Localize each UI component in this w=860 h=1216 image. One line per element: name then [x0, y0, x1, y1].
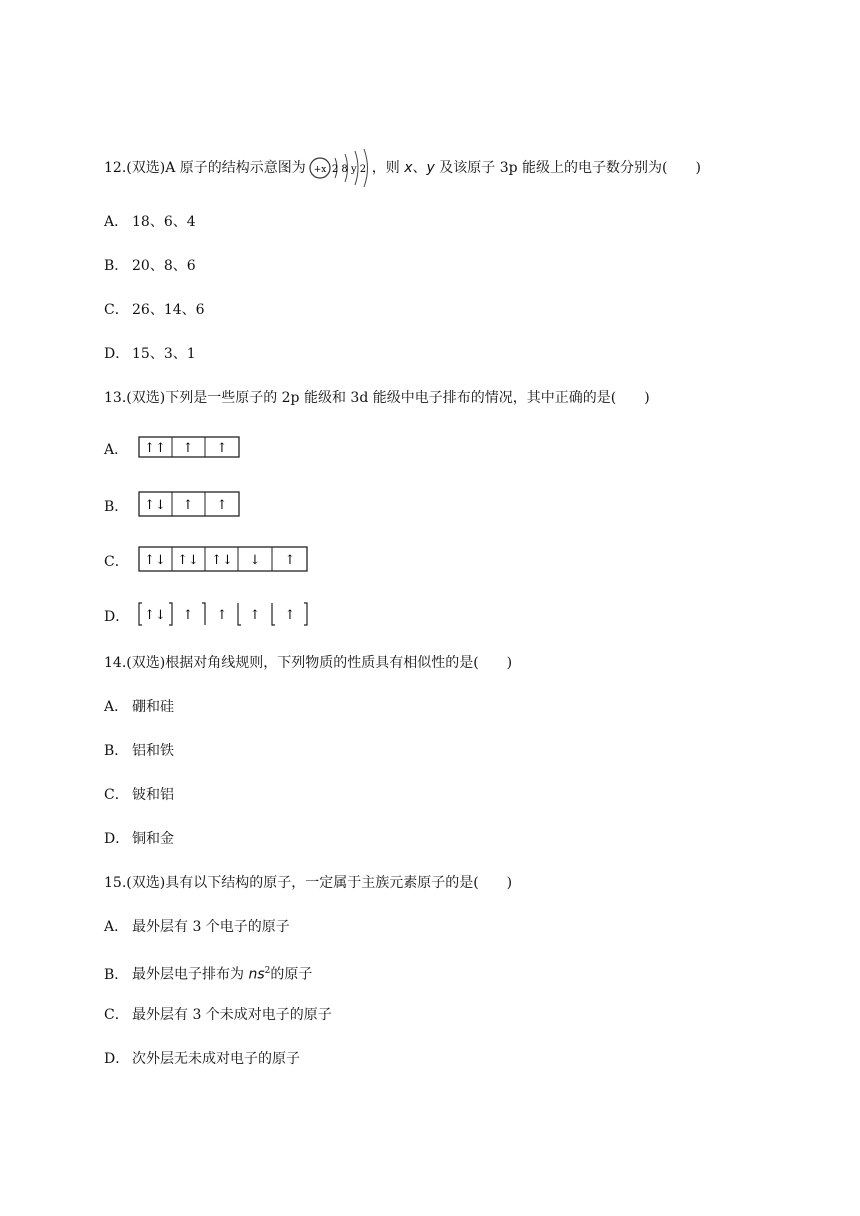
question-12-stem: [104, 148, 701, 188]
variable-y: y: [426, 160, 435, 176]
option-letter: B．: [104, 499, 129, 515]
option-12-c[interactable]: [104, 300, 205, 320]
option-letter: C．: [104, 1007, 129, 1023]
orbital-box-5: ↑: [284, 553, 296, 568]
superscript: 2: [264, 966, 271, 976]
question-tag: (双选): [126, 655, 166, 671]
option-text: 15、3、1: [132, 346, 196, 362]
option-15-c[interactable]: [104, 1005, 332, 1025]
orbital-box-1: ↑↑: [144, 441, 166, 456]
option-letter: C．: [104, 554, 129, 570]
question-number: 15.: [104, 875, 127, 891]
option-12-b[interactable]: [104, 256, 196, 276]
orbital-box-2: ↑↓: [177, 553, 199, 568]
option-text: 20、8、6: [132, 258, 196, 274]
option-text: 18、6、4: [132, 214, 196, 230]
option-letter: B．: [104, 743, 129, 759]
option-13-d[interactable]: [104, 601, 308, 633]
option-14-b[interactable]: [104, 741, 174, 761]
formula-ns: ns: [248, 966, 265, 983]
question-number: 13.: [104, 390, 127, 406]
option-letter: C．: [104, 787, 129, 803]
option-text: 铝和铁: [132, 743, 174, 759]
option-13-c[interactable]: [104, 546, 308, 578]
orbital-box-3: ↑: [216, 608, 228, 623]
option-letter: D．: [104, 346, 130, 362]
orbital-diagram-a: [138, 436, 240, 464]
option-text: 硼和硅: [132, 699, 174, 715]
shell-labels: 2 8 y 2: [331, 164, 366, 175]
option-text: 最外层有 3 个电子的原子: [132, 919, 290, 935]
option-text: 最外层有 3 个未成对电子的原子: [132, 1007, 332, 1023]
option-12-a[interactable]: [104, 212, 196, 232]
question-text: 具有以下结构的原子，一定属于主族元素原子的是( ): [165, 875, 513, 891]
orbital-diagram-d: [138, 601, 308, 633]
orbital-box-3: ↑↓: [211, 553, 233, 568]
option-letter: D．: [104, 831, 130, 847]
orbital-box-4: ↑: [249, 608, 261, 623]
option-15-d[interactable]: [104, 1049, 300, 1069]
option-12-d[interactable]: [104, 344, 196, 364]
orbital-box-5: ↑: [284, 608, 296, 623]
option-text: 最外层电子排布为: [132, 966, 249, 983]
option-text: 次外层无未成对电子的原子: [132, 1051, 300, 1067]
orbital-box-1: ↑↓: [144, 553, 166, 568]
orbital-box-3: ↑: [216, 498, 228, 513]
option-letter: A．: [104, 699, 129, 715]
orbital-diagram-b: [138, 491, 240, 523]
orbital-box-4: ↓: [249, 553, 261, 568]
orbital-diagram-c: [138, 546, 308, 578]
option-letter: C．: [104, 302, 129, 318]
separator: 、: [412, 160, 427, 176]
option-letter: A．: [104, 214, 129, 230]
orbital-box-1: ↑↓: [144, 498, 166, 513]
option-letter: D．: [104, 609, 130, 625]
question-14-stem: [104, 653, 512, 673]
question-text: 及该原子 3p 能级上的电子数分别为( ): [434, 160, 701, 176]
option-text: 的原子: [270, 966, 313, 983]
question-tag: (双选): [126, 160, 166, 176]
question-tag: (双选): [126, 875, 166, 891]
option-15-a[interactable]: [104, 917, 290, 937]
option-13-a[interactable]: [104, 436, 240, 464]
question-15-stem: [104, 873, 512, 893]
option-14-d[interactable]: [104, 829, 174, 849]
orbital-box-1: ↑↓: [144, 608, 166, 623]
nucleus-label: +x: [313, 165, 327, 175]
variable-x: x: [404, 160, 413, 176]
question-number: 12.: [104, 160, 127, 176]
question-text: 根据对角线规则，下列物质的性质具有相似性的是( ): [165, 655, 513, 671]
option-text: 26、14、6: [132, 302, 205, 318]
option-text: 铜和金: [132, 831, 174, 847]
option-14-a[interactable]: [104, 697, 174, 717]
option-13-b[interactable]: [104, 491, 240, 523]
option-letter: B．: [104, 966, 129, 983]
orbital-box-2: ↑: [182, 498, 194, 513]
question-text: ，则: [371, 160, 405, 176]
orbital-box-2: ↑: [182, 441, 194, 456]
question-13-stem: [104, 388, 650, 408]
atomic-structure-diagram: [308, 148, 370, 188]
option-letter: D．: [104, 1051, 130, 1067]
question-text: A 原子的结构示意图为: [165, 160, 306, 176]
option-letter: B．: [104, 258, 129, 274]
orbital-box-3: ↑: [216, 441, 228, 456]
orbital-box-2: ↑: [182, 608, 194, 623]
question-tag: (双选): [126, 390, 166, 406]
option-text: 铍和铝: [132, 787, 174, 803]
option-letter: A．: [104, 442, 129, 458]
option-letter: A．: [104, 919, 129, 935]
option-15-b[interactable]: [104, 961, 312, 985]
option-14-c[interactable]: [104, 785, 174, 805]
question-number: 14.: [104, 655, 127, 671]
question-text: 下列是一些原子的 2p 能级和 3d 能级中电子排布的情况，其中正确的是( ): [165, 390, 650, 406]
